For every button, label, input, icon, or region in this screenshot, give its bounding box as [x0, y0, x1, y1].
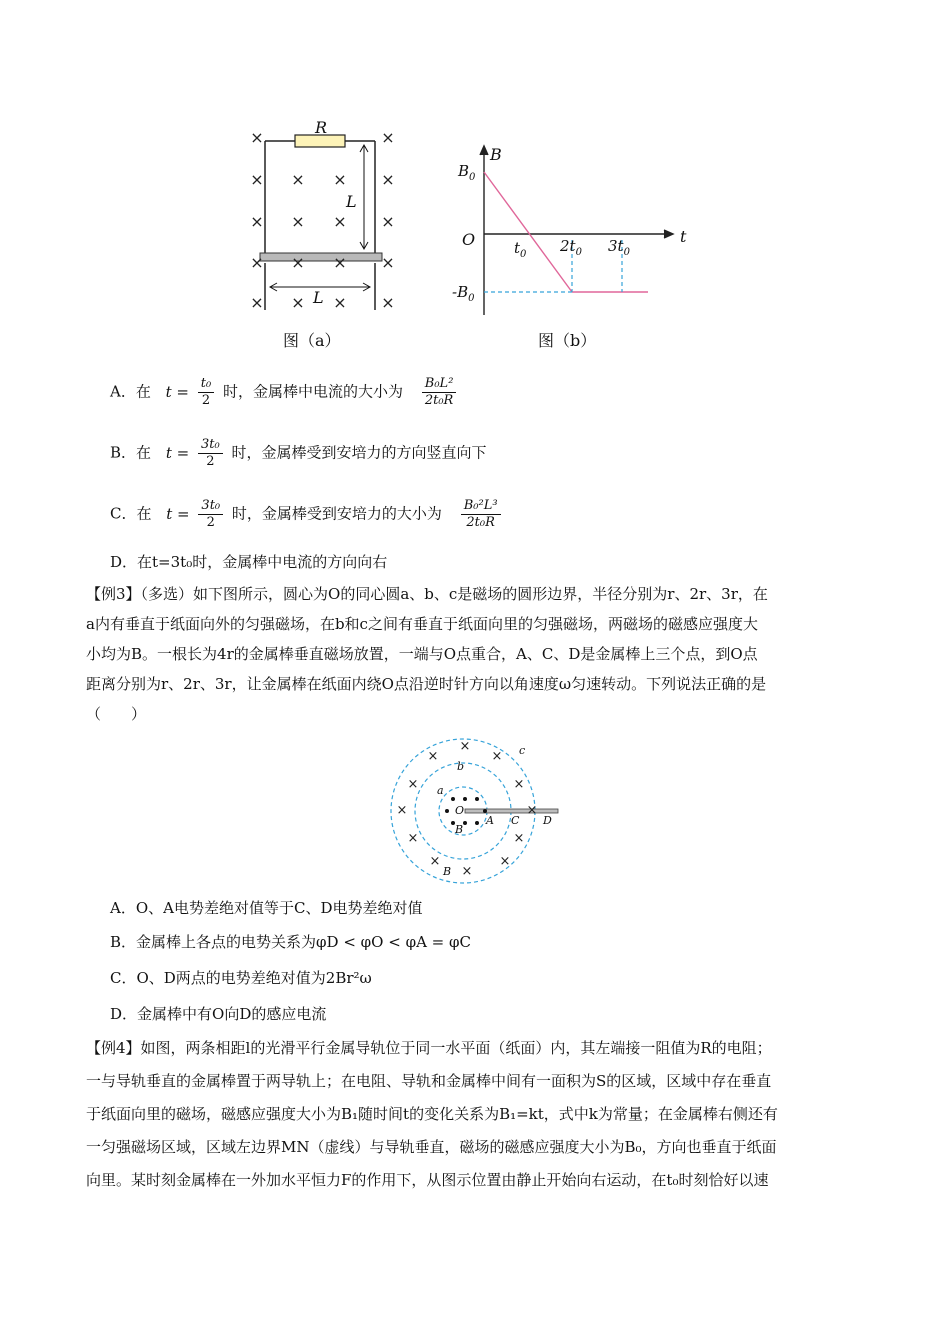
q4-line: 【例4】如图，两条相距l的光滑平行金属导轨位于同一水平面（纸面）内，其左端接一阻值为R的电阻；: [86, 1039, 772, 1057]
label-L-horizontal: L: [313, 288, 324, 307]
cross-mark: ×: [333, 253, 347, 272]
q3-option-d: D．金属棒中有O向D的感应电流: [110, 1005, 327, 1023]
q3-line: 小均为B。一根长为4r的金属棒垂直磁场放置，一端与O点重合，A、C、D是金属棒上三个点，到O点: [86, 645, 758, 663]
cross-mark: ×: [513, 777, 525, 792]
b-line-falling: [484, 172, 572, 292]
cross-mark: ×: [381, 293, 395, 312]
label-a: a: [437, 784, 444, 797]
cross-mark: ×: [291, 253, 305, 272]
cross-mark: ×: [333, 293, 347, 312]
label-D: D: [543, 814, 552, 827]
cross-mark: ×: [381, 128, 395, 147]
cross-mark: ×: [381, 253, 395, 272]
cross-mark: ×: [459, 739, 471, 754]
cross-mark: ×: [291, 293, 305, 312]
q2-option-b: B．在 t = $\frac{\text{3t₀}}{2}$ 时，金属棒受到安培力的方向竖直向下: [110, 437, 487, 469]
figure-a: [240, 115, 400, 320]
label-A: A: [486, 814, 494, 827]
q3-line: 距离分别为r、2r、3r，让金属棒在纸面内绕O点沿逆时针方向以角速度ω匀速转动。下列说法正确的是: [86, 675, 767, 693]
label-b: b: [457, 760, 465, 773]
cross-mark: ×: [526, 803, 538, 818]
cross-mark: ×: [250, 170, 264, 189]
figure-b-caption: 图（b）: [538, 331, 597, 350]
q3-option-a: A．O、A电势差绝对值等于C、D电势差绝对值: [110, 899, 423, 917]
cross-mark: ×: [333, 170, 347, 189]
cross-mark: ×: [407, 831, 419, 846]
cross-mark: ×: [250, 128, 264, 147]
label-B-outer: B: [443, 865, 452, 878]
y-neg-label: $-B_0$: [452, 283, 475, 304]
q3-line: a内有垂直于纸面向外的匀强磁场，在b和c之间有垂直于纸面向里的匀强磁场，两磁场的磁感应强度大: [86, 615, 758, 633]
tick-t0: $t_0$: [514, 239, 527, 260]
q3-stem: [86, 579, 866, 729]
label-O: O: [455, 804, 465, 817]
tick-3t0: $3t_0$: [608, 237, 630, 258]
q4-line: 于纸面向里的磁场，磁感应强度大小为B₁随时间t的变化关系为B₁=kt，式中k为常量；在金属棒右侧还有: [86, 1105, 778, 1123]
origin-label: O: [462, 230, 476, 249]
cross-mark: ×: [396, 803, 408, 818]
cross-mark: ×: [381, 212, 395, 231]
y-pos-label: $B_0$: [458, 162, 476, 183]
q3-figure: [385, 732, 565, 890]
figure-b: [450, 140, 700, 320]
label-c: c: [519, 744, 526, 757]
label-C: C: [511, 814, 520, 827]
q4-line: 向里。某时刻金属棒在一外加水平恒力F的作用下，从图示位置由静止开始向右运动，在t₀时刻恰好以速: [86, 1171, 769, 1189]
cross-mark: ×: [513, 831, 525, 846]
q4-line: 一匀强磁场区域，区域左边界MN（虚线）与导轨垂直，磁场的磁感应强度大小为B₀，方向也垂直于纸面: [86, 1138, 777, 1156]
cross-mark: ×: [381, 170, 395, 189]
axis-x-label: t: [680, 227, 687, 246]
cross-mark: ×: [250, 253, 264, 272]
figure-a-caption: 图（a）: [283, 331, 341, 350]
cross-mark: ×: [250, 293, 264, 312]
label-L-vertical: L: [346, 192, 357, 211]
q4-line: 一与导轨垂直的金属棒置于两导轨上；在电阻、导轨和金属棒中间有一面积为S的区域，区域中存在垂直: [86, 1072, 772, 1090]
label-R: R: [315, 118, 328, 137]
q3-rod: [465, 809, 558, 813]
cross-mark: ×: [407, 777, 419, 792]
cross-mark: ×: [291, 170, 305, 189]
q3-line: （ ）: [86, 705, 147, 723]
cross-mark: ×: [491, 749, 503, 764]
q3-option-b: B．金属棒上各点的电势关系为φD < φO < φA = φC: [110, 933, 471, 951]
q4-stem: [86, 1032, 866, 1197]
axis-y-label: B: [490, 145, 502, 164]
cross-mark: ×: [291, 212, 305, 231]
q2-option-a: A．在 t = $\frac{\text{t₀}}{2}$ 时，金属棒中电流的大小为 $\frac{\text{B₀L²}}{\text{2t₀R}}$: [110, 376, 460, 409]
cross-mark: ×: [250, 212, 264, 231]
cross-mark: ×: [499, 854, 511, 869]
cross-mark: ×: [427, 749, 439, 764]
label-B-inner: B: [455, 823, 464, 836]
q2-option-c: C．在 t = $\frac{\text{3t₀}}{2}$ 时，金属棒受到安培力的大小为 $\frac{\text{B₀²L³}}{\text{2t₀R}}$: [110, 498, 505, 531]
cross-mark: ×: [429, 854, 441, 869]
q3-option-c: C．O、D两点的电势差绝对值为2Br²ω: [110, 969, 372, 987]
q3-line: 【例3】（多选）如下图所示，圆心为O的同心圆a、b、c是磁场的圆形边界，半径分别为r、2r、3r，在: [86, 585, 768, 603]
tick-2t0: $2t_0$: [560, 237, 582, 258]
q2-option-d: D．在t=3t₀时，金属棒中电流的方向向右: [110, 553, 388, 571]
metal-rod: [260, 253, 382, 261]
cross-mark: ×: [333, 212, 347, 231]
cross-mark: ×: [461, 864, 473, 879]
